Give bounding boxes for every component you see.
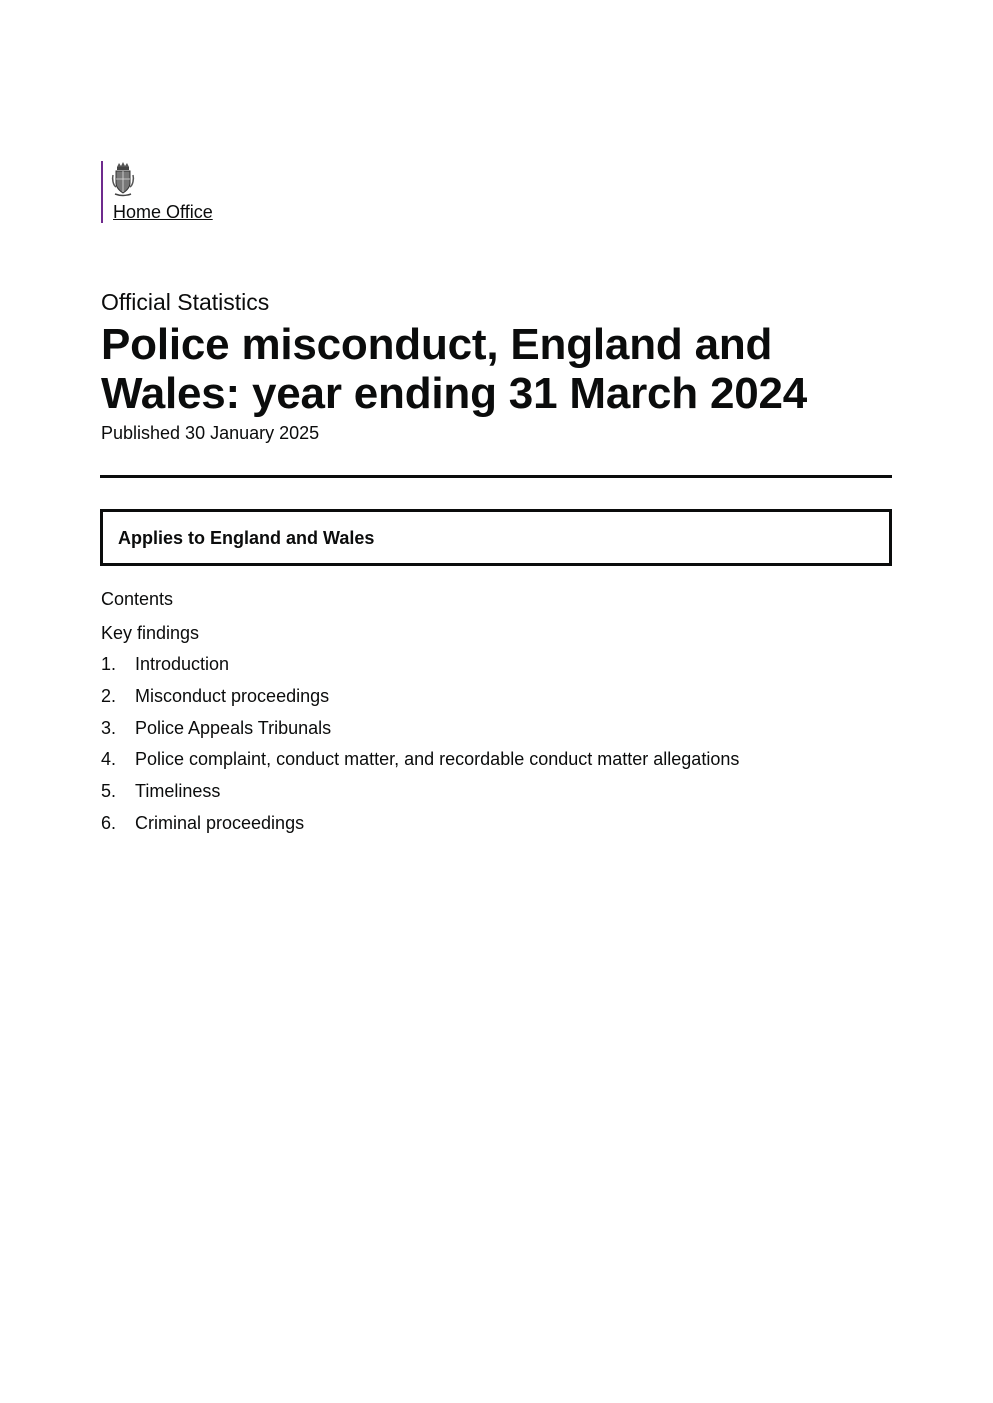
contents-item-label[interactable]: Introduction — [135, 654, 230, 674]
contents-item-number: 5. — [101, 781, 117, 802]
contents-item-label[interactable]: Criminal proceedings — [135, 812, 305, 833]
section-divider — [100, 475, 892, 478]
applies-to-text: Applies to England and Wales — [118, 527, 375, 548]
contents-item[interactable] — [101, 748, 739, 780]
royal-coat-of-arms-icon — [111, 161, 135, 197]
contents-item[interactable] — [101, 812, 739, 844]
contents-item-label[interactable]: Police complaint, conduct matter, and recordable conduct matter allegations — [135, 749, 740, 770]
contents-list — [101, 653, 739, 844]
contents-item-label[interactable]: Misconduct proceedings — [135, 685, 330, 706]
contents-item[interactable] — [101, 780, 739, 812]
contents-item-number: 1. — [101, 654, 117, 674]
contents-item-label[interactable]: Timeliness — [135, 781, 221, 802]
contents-link-key-findings[interactable]: Key findings — [101, 623, 200, 643]
contents-item-number: 4. — [101, 749, 117, 770]
contents-item-number: 6. — [101, 812, 117, 833]
organisation-name-link[interactable]: Home Office — [113, 202, 213, 222]
contents-item[interactable] — [101, 685, 739, 717]
contents-item[interactable] — [101, 717, 739, 749]
contents-item[interactable] — [101, 653, 739, 685]
contents-heading: Contents — [101, 589, 174, 609]
applies-to-box — [100, 509, 892, 566]
page-title: Police misconduct, England and Wales: year ending 31 March 2024 — [101, 320, 808, 418]
contents-item-label[interactable]: Police Appeals Tribunals — [135, 717, 332, 738]
organisation-logo[interactable] — [101, 161, 213, 223]
contents-item-number: 2. — [101, 685, 117, 706]
document-type: Official Statistics — [101, 289, 270, 315]
contents-item-number: 3. — [101, 717, 117, 738]
published-date: Published 30 January 2025 — [101, 423, 320, 443]
